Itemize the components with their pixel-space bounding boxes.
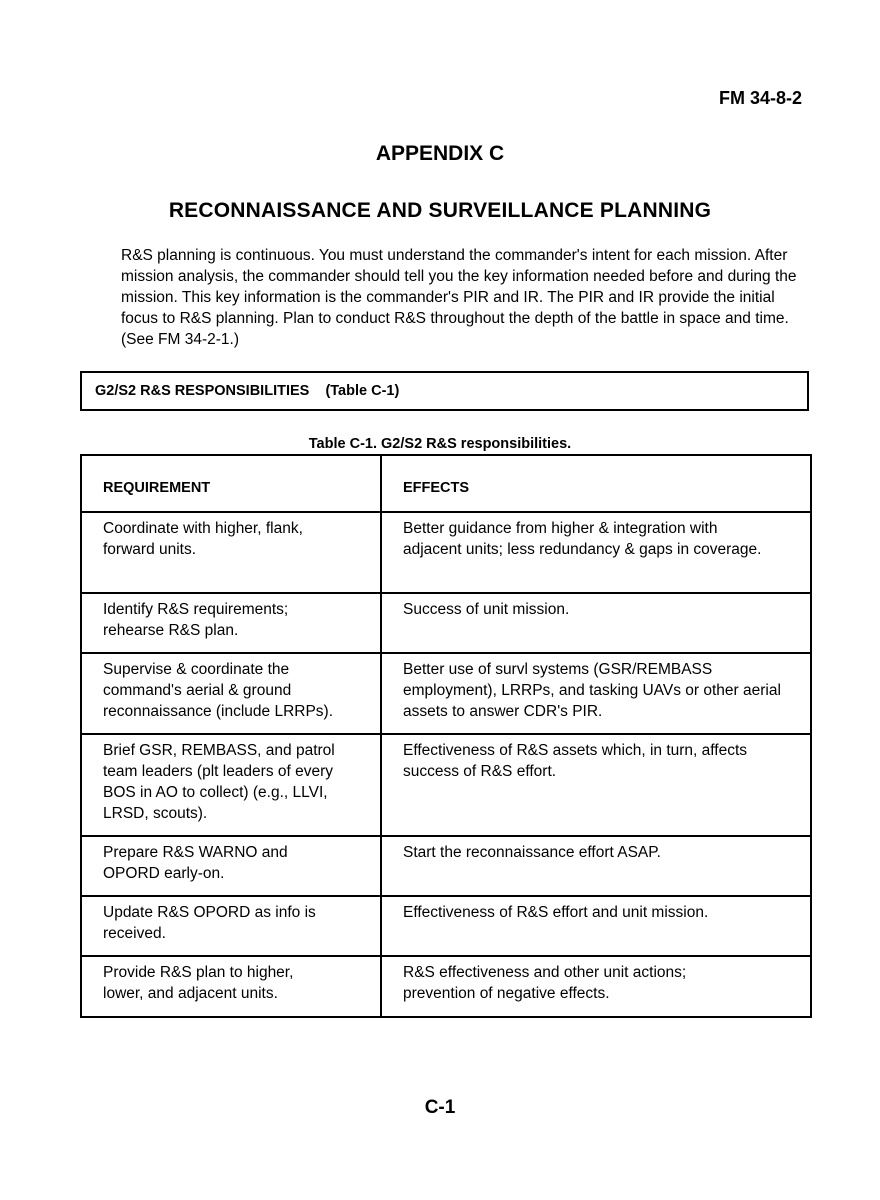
effects-cell: Start the reconnaissance effort ASAP. bbox=[381, 836, 811, 896]
requirement-cell: Supervise & coordinate the command's aerial & ground reconnaissance (include LRRPs). bbox=[81, 653, 381, 734]
page-number: C-1 bbox=[424, 1097, 456, 1118]
table-row bbox=[81, 836, 811, 896]
table-row bbox=[81, 593, 811, 653]
table-header-row bbox=[81, 455, 811, 512]
table-row bbox=[81, 956, 811, 1017]
table-row bbox=[81, 653, 811, 734]
effects-cell: R&S effectiveness and other unit actions; prevention of negative effects. bbox=[381, 956, 811, 1017]
effects-cell: Effectiveness of R&S effort and unit mission. bbox=[381, 896, 811, 956]
effects-cell: Better use of survl systems (GSR/REMBASS employment), LRRPs, and tasking UAVs or other aerial assets to answer CDR's PIR. bbox=[381, 653, 811, 734]
table-row bbox=[81, 896, 811, 956]
effects-cell: Effectiveness of R&S assets which, in turn, affects success of R&S effort. bbox=[381, 734, 811, 836]
table-row bbox=[81, 734, 811, 836]
section-label: G2/S2 R&S RESPONSIBILITIES (Table C-1) bbox=[95, 383, 400, 399]
fm-number: FM 34-8-2 bbox=[718, 88, 802, 108]
requirement-cell: Coordinate with higher, flank, forward units. bbox=[81, 512, 381, 593]
requirement-cell: Prepare R&S WARNO and OPORD early-on. bbox=[81, 836, 381, 896]
requirement-cell: Provide R&S plan to higher, lower, and adjacent units. bbox=[81, 956, 381, 1017]
appendix-heading: APPENDIX C bbox=[375, 142, 505, 165]
effects-cell: Better guidance from higher & integration with adjacent units; less redundancy & gaps in coverage. bbox=[381, 512, 811, 593]
requirement-cell: Brief GSR, REMBASS, and patrol team leaders (plt leaders of every BOS in AO to collect) (e.g., LLVI, LRSD, scouts). bbox=[81, 734, 381, 836]
intro-paragraph: R&S planning is continuous. You must understand the commander's intent for each mission. After mission analysis, the commander should tell you the key information needed before and during the mission. This key information is the commander's PIR and IR. The PIR and IR provide the initial focus to R&S planning. Plan to conduct R&S throughout the depth of the battle in space and time. (See FM 34-2-1.) bbox=[121, 247, 797, 348]
effects-cell: Success of unit mission. bbox=[381, 593, 811, 653]
header-requirement: REQUIREMENT bbox=[81, 455, 381, 512]
section-box bbox=[80, 371, 809, 411]
table-caption: Table C-1. G2/S2 R&S responsibilities. bbox=[308, 436, 572, 452]
document-title: RECONNAISSANCE AND SURVEILLANCE PLANNING bbox=[168, 199, 712, 222]
requirement-cell: Identify R&S requirements; rehearse R&S plan. bbox=[81, 593, 381, 653]
requirement-cell: Update R&S OPORD as info is received. bbox=[81, 896, 381, 956]
table-row bbox=[81, 512, 811, 593]
header-effects: EFFECTS bbox=[381, 455, 811, 512]
responsibilities-table bbox=[80, 454, 812, 1018]
